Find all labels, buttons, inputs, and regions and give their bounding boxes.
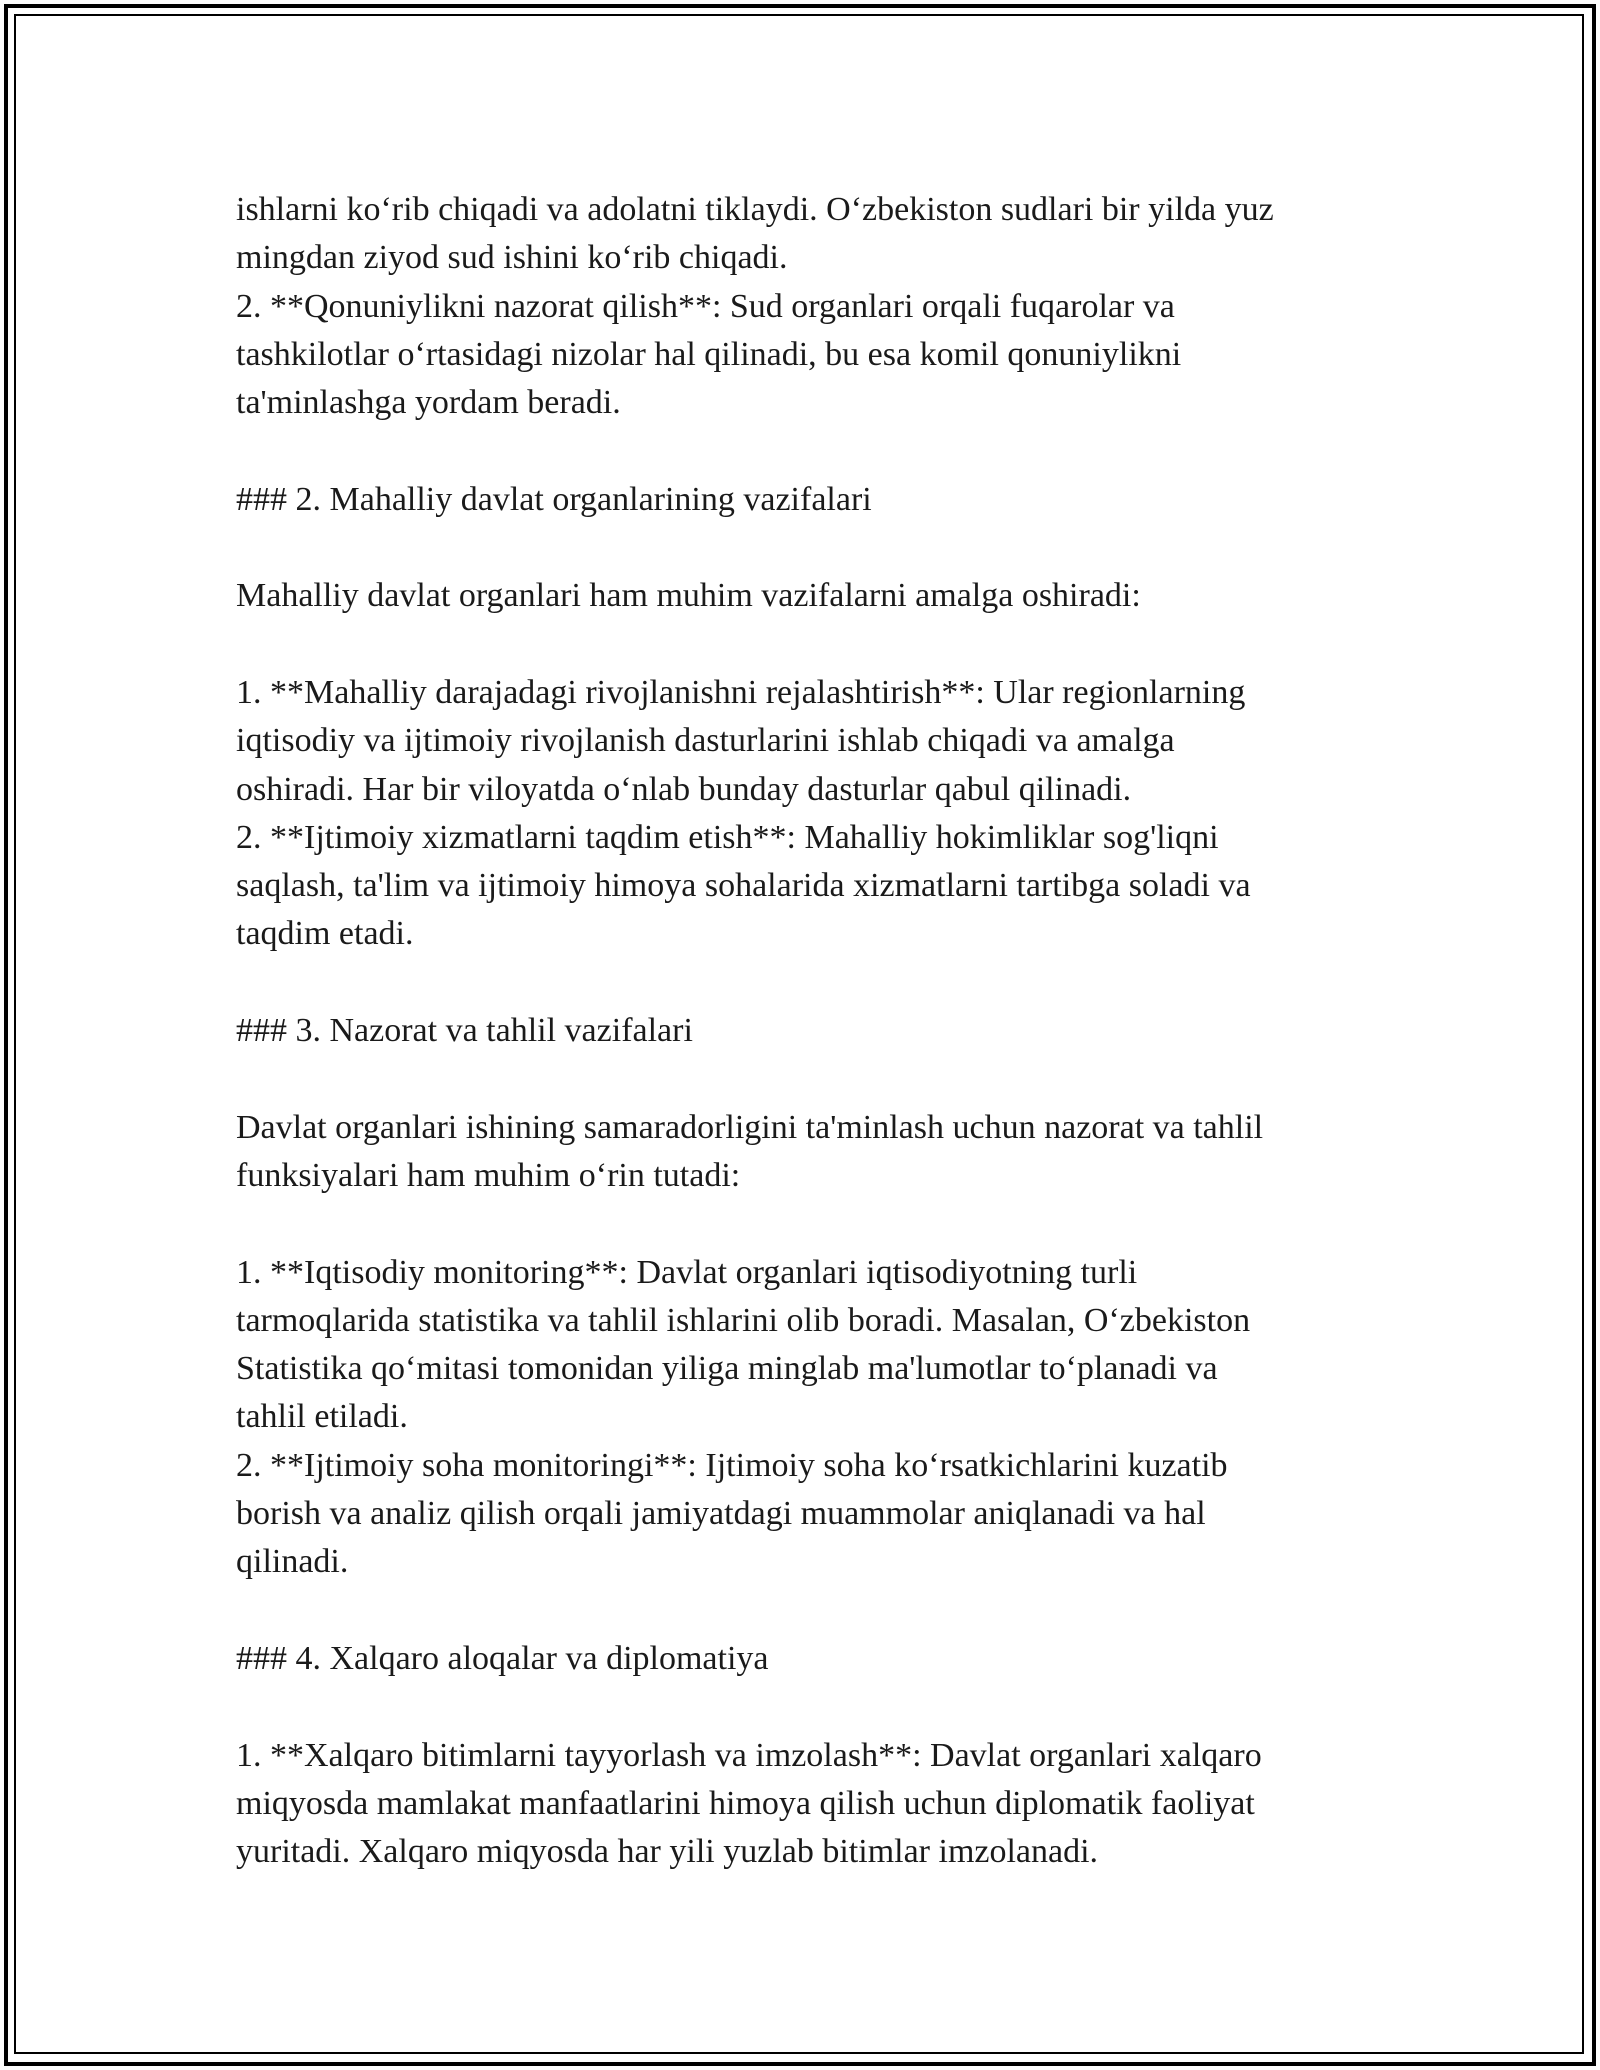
text-line: miqyosda mamlakat manfaatlarini himoya qilish uchun diplomatik faoliyat: [236, 1784, 1255, 1822]
section-heading: ### 2. Mahalliy davlat organlarining vazifalari: [236, 480, 872, 518]
paragraph-text: Mahalliy davlat organlari ham muhim vazifalarni amalga oshiradi:: [236, 577, 1141, 615]
text-line: tarmoqlarida statistika va tahlil ishlarini olib boradi. Masalan, O‘zbekiston: [236, 1301, 1251, 1339]
blank-line: [236, 524, 1376, 572]
text-line: yuritadi. Xalqaro miqyosda har yili yuzlab bitimlar imzolanadi.: [236, 1833, 1099, 1871]
blank-line: [236, 1055, 1376, 1103]
blank-line: [236, 1683, 1376, 1731]
list-item-text: 1. **Mahalliy darajadagi rivojlanishni rejalashtirish**: Ular regionlarning: [236, 673, 1246, 711]
list-item-text: 1. **Xalqaro bitimlarni tayyorlash va imzolash**: Davlat organlari xalqaro: [236, 1736, 1262, 1774]
text-line: Statistika qo‘mitasi tomonidan yiliga minglab ma'lumotlar to‘planadi va: [236, 1350, 1218, 1388]
list-item-text: 1. **Iqtisodiy monitoring**: Davlat organlari iqtisodiyotning turli: [236, 1253, 1138, 1291]
text-line: funksiyalari ham muhim o‘rin tutadi:: [236, 1156, 741, 1194]
blank-line: [236, 1587, 1376, 1635]
section-heading: ### 3. Nazorat va tahlil vazifalari: [236, 1012, 693, 1050]
blank-line: [236, 621, 1376, 669]
blank-line: [236, 1200, 1376, 1248]
text-line: iqtisodiy va ijtimoiy rivojlanish dasturlarini ishlab chiqadi va amalga: [236, 722, 1175, 760]
text-line: oshiradi. Har bir viloyatda o‘nlab bunday dasturlar qabul qilinadi.: [236, 770, 1132, 808]
text-line: ta'minlashga yordam beradi.: [236, 384, 621, 422]
section-heading: ### 4. Xalqaro aloqalar va diplomatiya: [236, 1639, 769, 1677]
list-item-text: 2. **Ijtimoiy xizmatlarni taqdim etish**: Mahalliy hokimliklar sog'liqni: [236, 818, 1219, 856]
text-line: saqlash, ta'lim va ijtimoiy himoya sohalarida xizmatlarni tartibga soladi va: [236, 867, 1251, 905]
text-line: tashkilotlar o‘rtasidagi nizolar hal qilinadi, bu esa komil qonuniylikni: [236, 335, 1182, 373]
blank-line: [236, 427, 1376, 475]
text-line: mingdan ziyod sud ishini ko‘rib chiqadi.: [236, 239, 788, 277]
document-body: [236, 186, 1376, 1876]
paragraph-text: Davlat organlari ishining samaradorligini ta'minlash uchun nazorat va tahlil: [236, 1108, 1264, 1146]
text-line: qilinadi.: [236, 1543, 349, 1581]
text-line: taqdim etadi.: [236, 915, 414, 953]
list-item-text: 2. **Ijtimoiy soha monitoringi**: Ijtimoiy soha ko‘rsatkichlarini kuzatib: [236, 1446, 1228, 1484]
text-line: ishlarni ko‘rib chiqadi va adolatni tiklaydi. O‘zbekiston sudlari bir yilda yuz: [236, 191, 1274, 228]
list-item-text: 2. **Qonuniylikni nazorat qilish**: Sud organlari orqali fuqarolar va: [236, 287, 1175, 325]
text-line: tahlil etiladi.: [236, 1398, 408, 1436]
text-line: borish va analiz qilish orqali jamiyatdagi muammolar aniqlanadi va hal: [236, 1495, 1206, 1533]
blank-line: [236, 959, 1376, 1007]
